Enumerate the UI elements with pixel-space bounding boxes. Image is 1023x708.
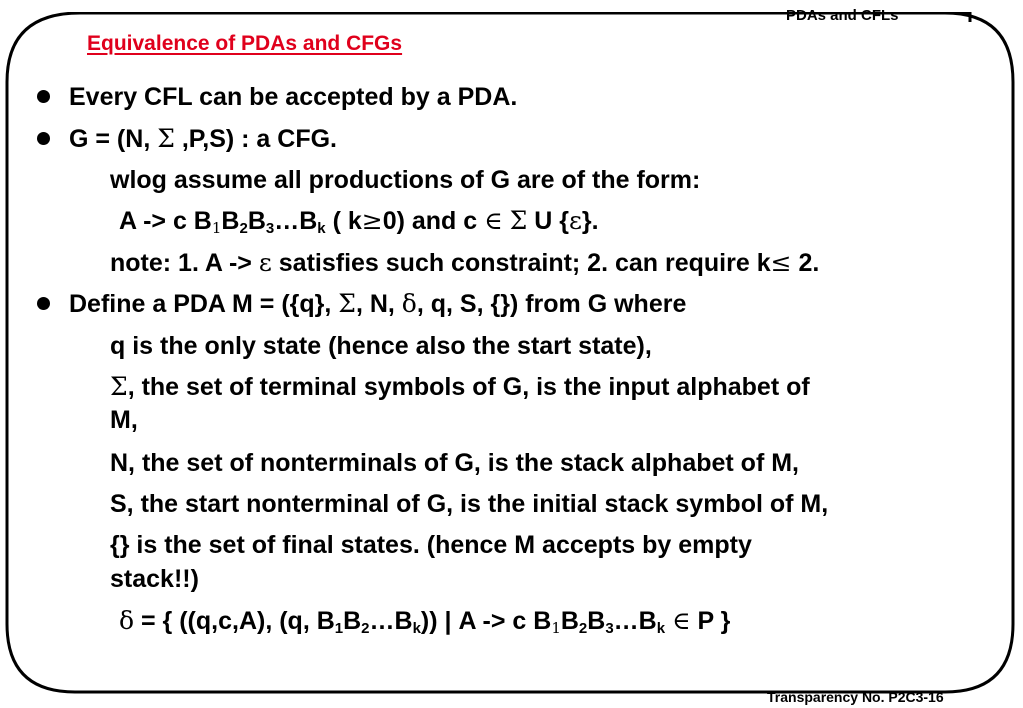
- sub-line: A -> c $B_1B_2B_3\dots B_k$ ( k≥0) and c ∈ Σ U {ε}.: [119, 206, 599, 237]
- sub-line-cont: M,: [110, 406, 138, 434]
- sub-line: {} is the set of final states. (hence M accepts by empty: [110, 531, 752, 559]
- sub-line-cont: stack!!): [110, 565, 199, 593]
- bullet-line: Define a PDA M = ({q}, Σ, N, δ, q, S, {}) from G where: [69, 289, 687, 318]
- bullet-dot: [37, 132, 50, 145]
- sub-line: S, the start nonterminal of G, is the initial stack symbol of M,: [110, 490, 829, 518]
- sub-line: δ = { ((q,c,A), (q, $B_1B_2\dots B_k$)) | A -> c $B_1B_2B_3\dots B_k$ ∈ P }: [119, 606, 731, 637]
- sub-line: wlog assume all productions of G are of the form:: [110, 166, 701, 194]
- sub-line: N, the set of nonterminals of G, is the stack alphabet of M,: [110, 449, 799, 477]
- bullet-dot: [37, 297, 50, 310]
- bullet-line: Every CFL can be accepted by a PDA.: [69, 83, 518, 111]
- header-label: PDAs and CFLs: [786, 7, 899, 24]
- bullet-line: G = (N, Σ ,P,S) : a CFG.: [69, 124, 337, 153]
- bullet-dot: [37, 90, 50, 103]
- sub-line: Σ, the set of terminal symbols of G, is the input alphabet of: [110, 372, 810, 401]
- footer-label: Transparency No. P2C3-16: [767, 689, 944, 705]
- sub-line: q is the only state (hence also the start state),: [110, 332, 652, 360]
- sub-line: note: 1. A -> ε satisfies such constraint; 2. can require k≤ 2.: [110, 248, 820, 277]
- slide-title: Equivalence of PDAs and CFGs: [87, 32, 403, 55]
